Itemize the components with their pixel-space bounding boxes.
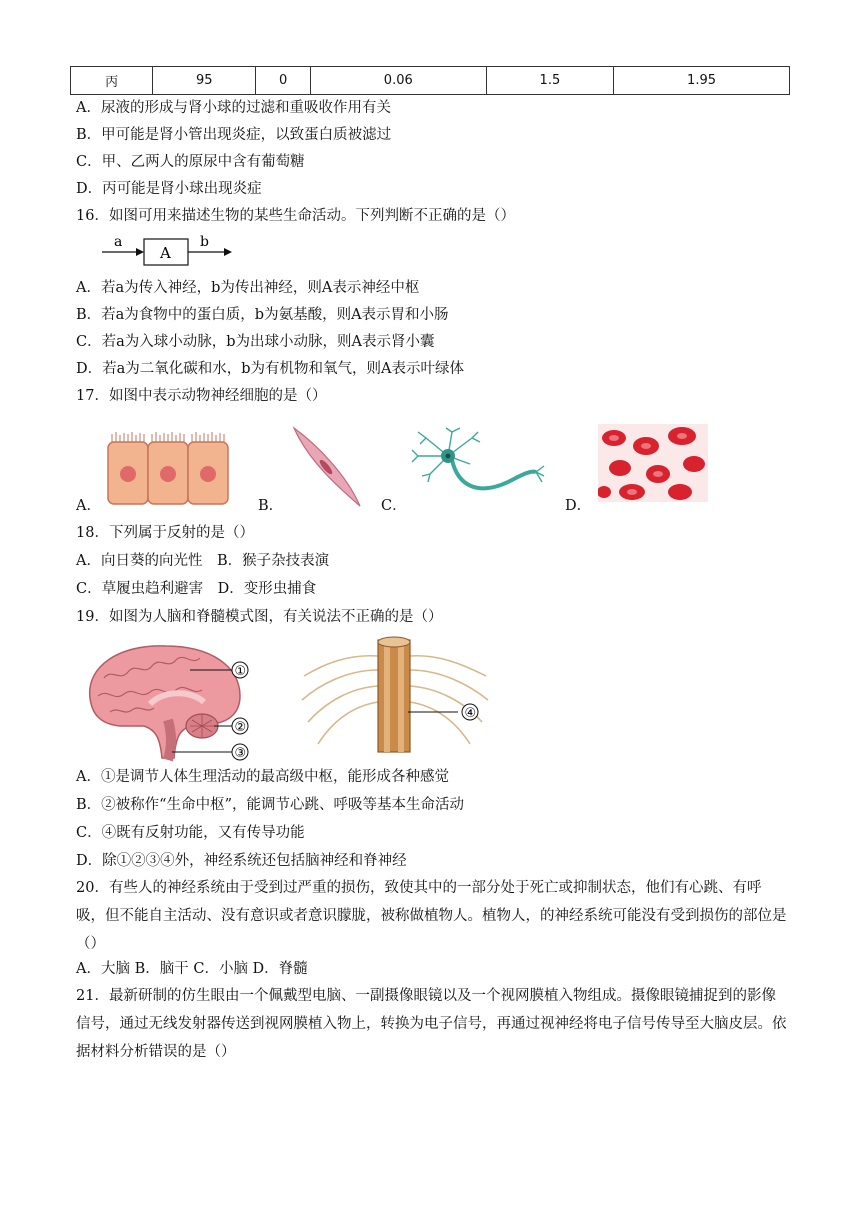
- marker-2: ②: [234, 720, 247, 735]
- q21-stem: 21．最新研制的仿生眼由一个佩戴型电脑、一副摄像眼镜以及一个视网膜植入物组成。摄像眼镜捕捉到的影像信号，通过无线发射器传送到视网膜植入物上，转换为电子信号，再通过视神经将电子信号传导至大脑皮层。依据材料分析错误的是（）: [76, 988, 787, 1060]
- epithelial-cells-image: [104, 428, 234, 508]
- q17-label-c: C．: [381, 498, 407, 514]
- marker-1: ①: [234, 664, 247, 679]
- q15-option-b: B．甲可能是肾小管出现炎症，以致蛋白质被滤过: [76, 127, 392, 143]
- spinal-cord-diagram: [298, 636, 494, 754]
- table-cell: 95: [153, 67, 256, 95]
- flow-diagram: [100, 232, 240, 268]
- q18-stem: 18．下列属于反射的是（）: [76, 525, 254, 541]
- table-row: [71, 67, 790, 95]
- brain-diagram: [80, 638, 270, 764]
- q17-label-b: B．: [258, 498, 284, 514]
- q20-options: A．大脑 B．脑干 C．小脑 D．脊髓: [76, 961, 308, 977]
- q15-option-a: A．尿液的形成与肾小球的过滤和重吸收作用有关: [76, 100, 391, 116]
- marker-3: ③: [234, 746, 247, 761]
- q18-options-row2: C．草履虫趋利避害 D．变形虫捕食: [76, 581, 317, 597]
- q15-option-d: D．丙可能是肾小球出现炎症: [76, 181, 262, 197]
- table-cell: 0.06: [310, 67, 486, 95]
- q15-option-c: C．甲、乙两人的原尿中含有葡萄糖: [76, 154, 305, 170]
- q16-option-d: D．若a为二氧化碳和水，b为有机物和氧气，则A表示叶绿体: [76, 361, 465, 377]
- neuron-image: [408, 426, 548, 506]
- table-cell: 0: [256, 67, 311, 95]
- table-cell: 1.5: [486, 67, 613, 95]
- marker-4: ④: [464, 706, 477, 721]
- urine-data-table: [70, 66, 790, 95]
- diagram-label-a: a: [114, 234, 123, 250]
- q16-option-c: C．若a为入球小动脉，b为出球小动脉，则A表示肾小囊: [76, 334, 435, 350]
- diagram-box-label: A: [160, 244, 171, 262]
- q17-label-a: A．: [76, 498, 101, 514]
- diagram-label-b: b: [200, 234, 209, 250]
- q16-stem: 16．如图可用来描述生物的某些生命活动。下列判断不正确的是（）: [76, 208, 515, 224]
- q16-option-b: B．若a为食物中的蛋白质，b为氨基酸，则A表示胃和小肠: [76, 307, 449, 323]
- q17-label-d: D．: [565, 498, 592, 514]
- q19-option-a: A．①是调节人体生理活动的最高级中枢，能形成各种感觉: [76, 769, 449, 785]
- red-blood-cells-image: [598, 424, 708, 502]
- q18-options-row1: A．向日葵的向光性 B．猴子杂技表演: [76, 553, 330, 569]
- q19-stem: 19．如图为人脑和脊髓模式图，有关说法不正确的是（）: [76, 609, 443, 625]
- q19-option-b: B．②被称作“生命中枢”，能调节心跳、呼吸等基本生命活动: [76, 797, 464, 813]
- muscle-cell-image: [286, 424, 366, 510]
- table-cell: 1.95: [614, 67, 790, 95]
- q19-option-c: C．④既有反射功能，又有传导功能: [76, 825, 305, 841]
- q20-stem: 20．有些人的神经系统由于受到过严重的损伤，致使其中的一部分处于死亡或抑制状态，他们有心跳、有呼吸，但不能自主活动、没有意识或者意识朦胧，被称做植物人。植物人，的神经系统可能没有受到损伤的部位是（）: [76, 880, 787, 952]
- q19-option-d: D．除①②③④外，神经系统还包括脑神经和脊神经: [76, 853, 407, 869]
- table-cell: 丙: [71, 67, 153, 95]
- q17-stem: 17．如图中表示动物神经细胞的是（）: [76, 388, 327, 404]
- q16-option-a: A．若a为传入神经，b为传出神经，则A表示神经中枢: [76, 280, 420, 296]
